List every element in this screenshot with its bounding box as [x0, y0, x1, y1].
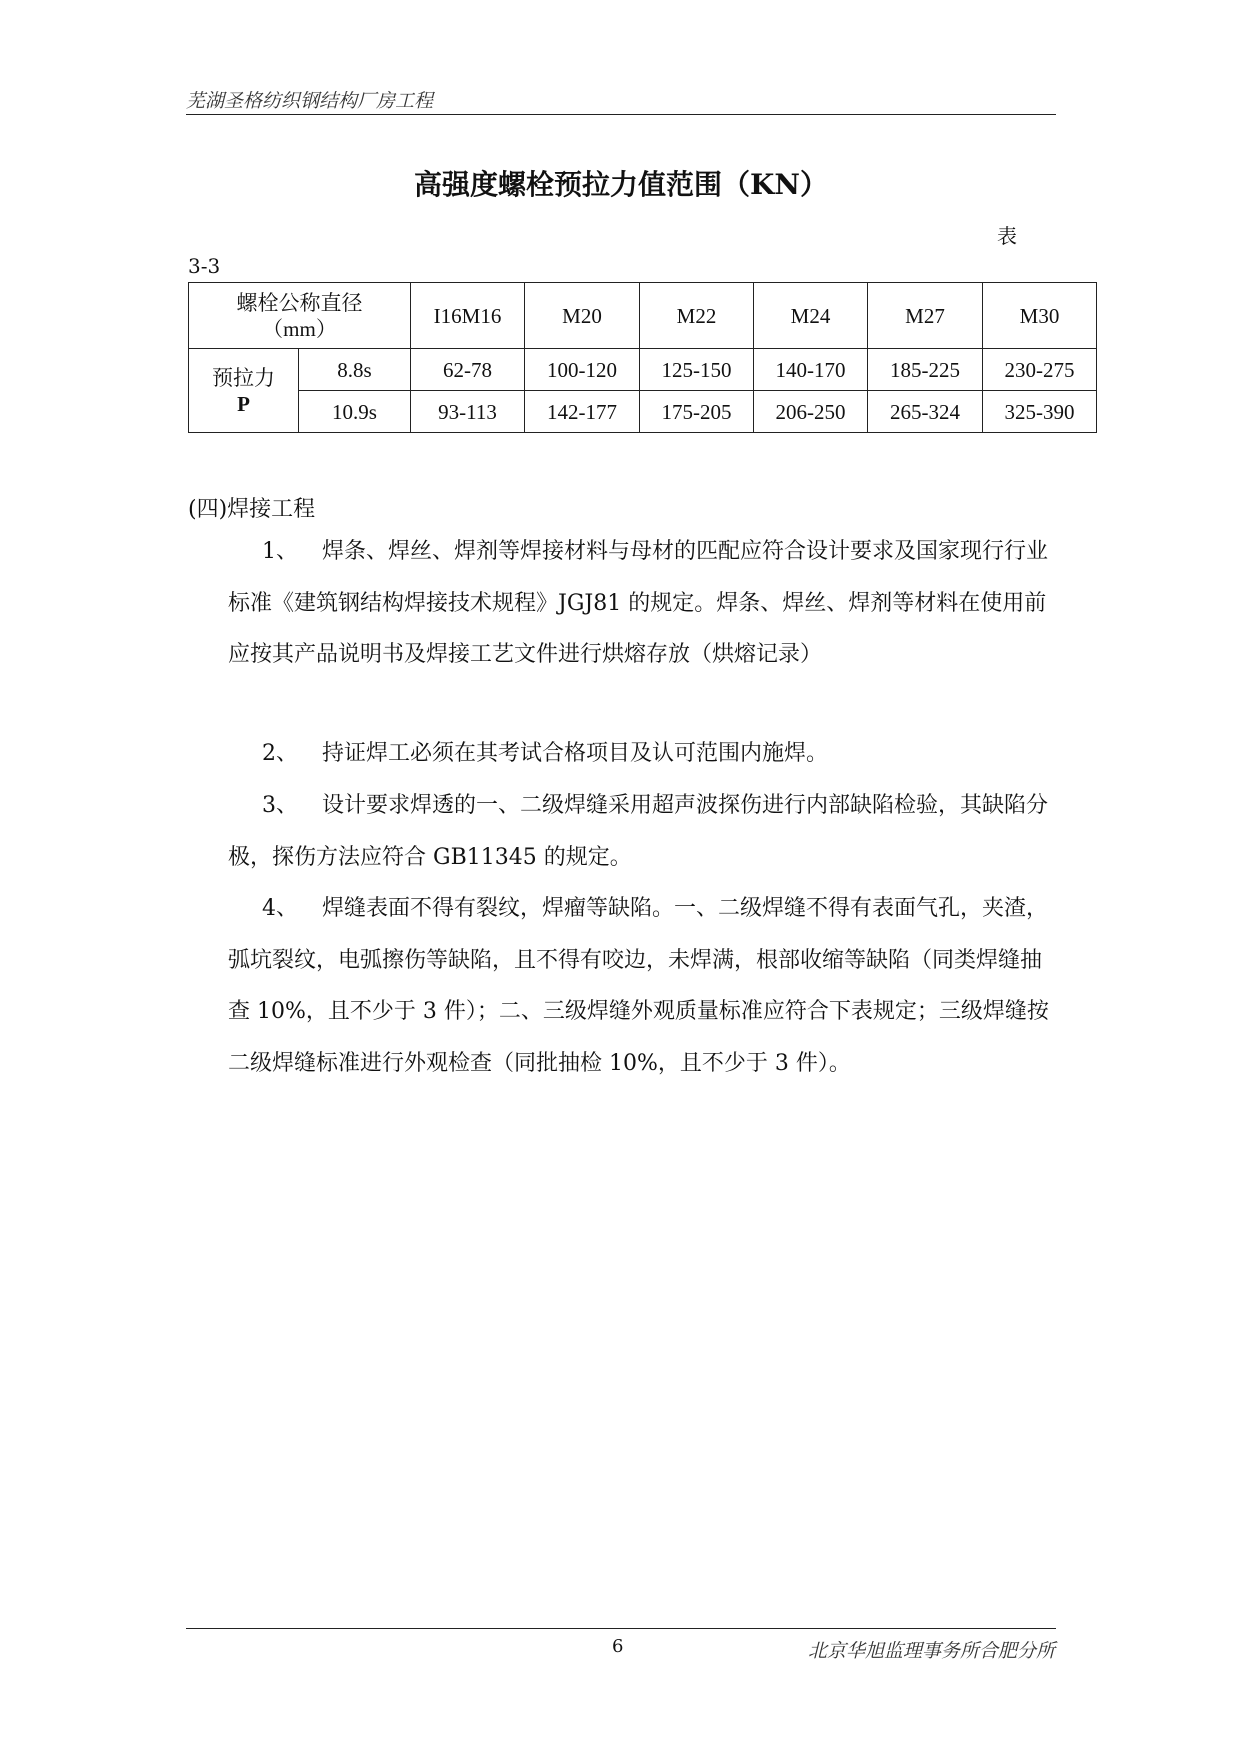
paragraph-text: 焊条、焊丝、焊剂等焊接材料与母材的匹配应符合设计要求及国家现行行业标准《建筑钢结构焊接技术规程》JGJ81 的规定。焊条、焊丝、焊剂等材料在使用前应按其产品说明书及焊接工艺文件进行烘熔存放（烘熔记录） [228, 539, 1049, 667]
column-header: M24 [754, 283, 868, 349]
value-cell: 125-150 [640, 349, 754, 391]
column-header: I16M16 [411, 283, 525, 349]
column-header: M30 [983, 283, 1097, 349]
page-number: 6 [612, 1636, 624, 1657]
value-cell: 206-250 [754, 391, 868, 433]
page-header: 芜湖圣格纺织钢结构厂房工程 [186, 90, 434, 112]
value-cell: 100-120 [525, 349, 640, 391]
column-header: M22 [640, 283, 754, 349]
value-cell: 93-113 [411, 391, 525, 433]
footer-divider [186, 1628, 1056, 1629]
grade-cell: 8.8s [299, 349, 411, 391]
paragraph-number: 4、 [262, 896, 298, 921]
paragraph-number: 2、 [262, 741, 298, 766]
pretension-symbol: P [237, 391, 250, 416]
table-row [189, 391, 1097, 433]
paragraph-2 [228, 728, 1058, 780]
table-label: 表 [997, 224, 1017, 248]
diameter-unit: （mm） [262, 316, 337, 341]
pretension-label: 预拉力 [212, 365, 275, 390]
value-cell: 140-170 [754, 349, 868, 391]
paragraph-number: 1、 [262, 539, 298, 564]
pretension-table [188, 282, 1097, 433]
table-header-row [189, 283, 1097, 349]
value-cell: 185-225 [868, 349, 983, 391]
page-footer: 北京华旭监理事务所合肥分所 [807, 1640, 1055, 1662]
paragraph-text: 持证焊工必须在其考试合格项目及认可范围内施焊。 [322, 741, 829, 766]
pretension-label-cell [189, 349, 299, 433]
paragraph-4 [228, 883, 1058, 1089]
table-title: 高强度螺栓预拉力值范围（KN） [414, 168, 828, 201]
grade-cell: 10.9s [299, 391, 411, 433]
value-cell: 62-78 [411, 349, 525, 391]
paragraph-text: 焊缝表面不得有裂纹，焊瘤等缺陷。一、二级焊缝不得有表面气孔，夹渣，弧坑裂纹，电弧擦伤等缺陷，且不得有咬边，未焊满，根部收缩等缺陷（同类焊缝抽查 10%，且不少于 3 件）；二、三级焊缝外观质量标准应符合下表规定；三级焊缝按二级焊缝标准进行外观检查（同批抽检 10%，且不少于 3 件）。 [228, 896, 1049, 1076]
diameter-label: 螺栓公称直径 [236, 290, 363, 315]
value-cell: 230-275 [983, 349, 1097, 391]
value-cell: 265-324 [868, 391, 983, 433]
paragraph-3 [228, 780, 1058, 883]
table-number: 3-3 [188, 254, 221, 278]
value-cell: 142-177 [525, 391, 640, 433]
header-divider [186, 114, 1056, 115]
value-cell: 175-205 [640, 391, 754, 433]
paragraph-text: 设计要求焊透的一、二级焊缝采用超声波探伤进行内部缺陷检验，其缺陷分极，探伤方法应符合 GB11345 的规定。 [228, 793, 1049, 870]
column-header: M20 [525, 283, 640, 349]
column-header: M27 [868, 283, 983, 349]
diameter-header-cell [189, 283, 411, 349]
table-row [189, 349, 1097, 391]
value-cell: 325-390 [983, 391, 1097, 433]
section-heading: (四)焊接工程 [188, 497, 316, 522]
paragraph-1 [228, 526, 1058, 681]
paragraph-number: 3、 [262, 793, 298, 818]
